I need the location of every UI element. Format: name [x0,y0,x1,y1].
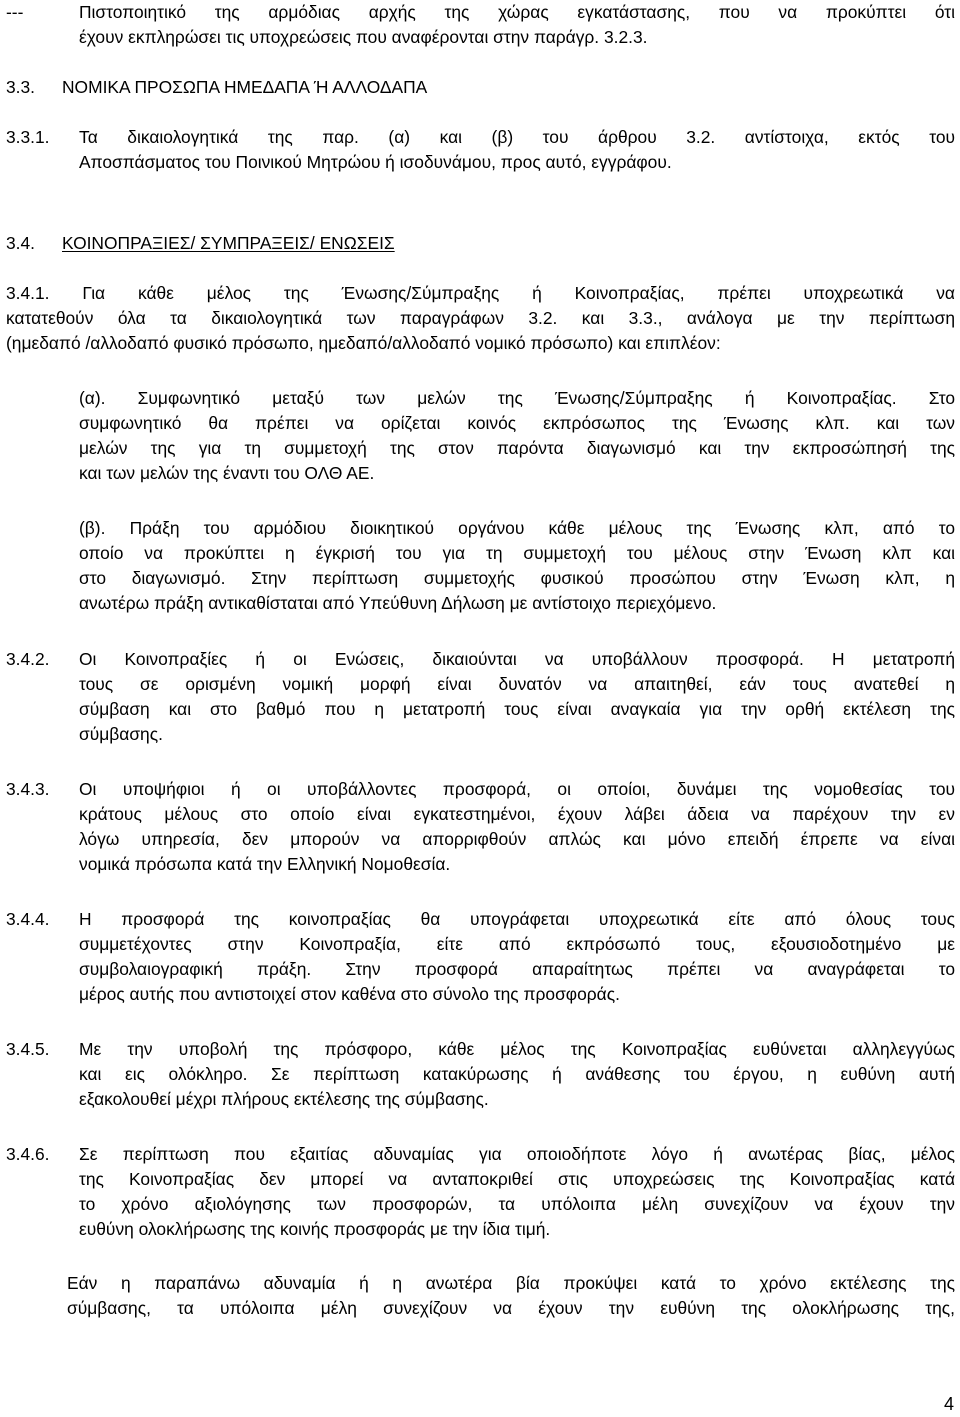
paragraph-line: Πιστοποιητικό της αρμόδιας αρχής της χώρας εγκατάστασης, που να προκύπτει ότι [79,2,955,22]
paragraph-line: κατατεθούν όλα τα δικαιολογητικά των παραγράφων 3.2. και 3.3., ανάλογα με την περίπτωση [6,308,955,328]
paragraph-line: στο διαγωνισμό. Στην περίπτωση συμμετοχής φυσικού προσώπου στην Ένωση κλπ, η [79,568,955,588]
paragraph-line: ανωτέρω πράξη αντικαθίσταται από Υπεύθυνη Δήλωση με αντίστοιχο περιεχόμενο. [79,593,717,613]
paragraph-line: συμφωνητικό θα πρέπει να ορίζεται κοινός εκπρόσωπος της Ένωσης κλπ. και των [79,413,955,433]
paragraph-line: Με την υποβολή της πρόσφορο, κάθε μέλος της Κοινοπραξίας ευθύνεται αλληλεγγύως [79,1039,955,1059]
page-number: 4 [943,1394,954,1414]
paragraph-line: Αποσπάσματος του Ποινικού Μητρώου ή ισοδυνάμου, προς αυτό, εγγράφου. [79,152,672,172]
paragraph-line: και εις ολόκληρο. Σε περίπτωση κατακύρωσης ή ανάθεσης του έργου, η ευθύνη αυτή [79,1064,955,1084]
paragraph-line: κράτους μέλους στο οποίο είναι εγκατεστημένοι, έχουν λάβει άδεια να παρέχουν την εν [79,804,955,824]
paragraph-line: το χρόνο αξιολόγησης των προσφορών, τα υπόλοιπα μέλη συνεχίζουν να έχουν την [79,1194,955,1214]
paragraph-line: σύμβασης, τα υπόλοιπα μέλη συνεχίζουν να έχουν την ευθύνη της ολοκλήρωσης της, [67,1298,955,1318]
paragraph-line: συμβολαιογραφική πράξη. Στην προσφορά απαραίτητως πρέπει να αναγράφεται το [79,959,955,979]
paragraph-line: (β). Πράξη του αρμόδιου διοικητικού οργάνου κάθε μέλους της Ένωσης κλπ, από το [79,518,955,538]
section-number: 3.4.2. [6,649,50,669]
section-number: 3.3. [6,77,36,97]
section-number: 3.4.5. [6,1039,50,1059]
paragraph-line: μέρος αυτής που αντιστοιχεί στον καθένα στο σύνολο της προσφοράς. [79,984,620,1004]
list-dash: --- [6,2,24,22]
paragraph-line: νομικά πρόσωπα κατά την Ελληνική Νομοθεσία. [79,854,451,874]
paragraph-line: ευθύνη ολοκλήρωσης της κοινής προσφοράς με την ίδια τιμή. [79,1219,551,1239]
section-heading: ΝΟΜΙΚΑ ΠΡΟΣΩΠΑ ΗΜΕΔΑΠΑ Ή ΑΛΛΟΔΑΠΑ [62,77,428,97]
paragraph-line: σύμβασης. [79,724,163,744]
paragraph-line: της Κοινοπραξίας δεν μπορεί να ανταποκριθεί στις υποχρεώσεις της Κοινοπραξίας κατά [79,1169,955,1189]
section-number: 3.4.3. [6,779,50,799]
section-number: 3.3.1. [6,127,50,147]
paragraph-line: Εάν η παραπάνω αδυναμία ή η ανωτέρα βία προκύψει κατά το χρόνο εκτέλεσης της [67,1273,955,1293]
paragraph-line: μελών της για τη συμμετοχή της στον παρόντα διαγωνισμό και την εκπροσώπησή της [79,438,955,458]
paragraph-line: Τα δικαιολογητικά της παρ. (α) και (β) του άρθρου 3.2. αντίστοιχα, εκτός του [79,127,955,147]
paragraph-line: συμμετέχοντες στην Κοινοπραξία, είτε από εκπρόσωπό τους, εξουσιοδοτημένο με [79,934,955,954]
paragraph-line: Οι Κοινοπραξίες ή οι Ενώσεις, δικαιούνται να υποβάλλουν προσφορά. Η μετατροπή [79,649,955,669]
paragraph-line: έχουν εκπληρώσει τις υποχρεώσεις που αναφέρονται στην παράγρ. 3.2.3. [79,27,648,47]
paragraph-line: οποίο να προκύπτει η έγκρισή του για τη συμμετοχή του μέλους στην Ένωση κλπ και [79,543,955,563]
section-number: 3.4.6. [6,1144,50,1164]
paragraph-line: και των μελών της έναντι του ΟΛΘ ΑΕ. [79,463,375,483]
paragraph-line: Σε περίπτωση που εξαιτίας αδυναμίας για οποιοδήποτε λόγο ή ανωτέρας βίας, μέλος [79,1144,955,1164]
paragraph-line: λόγω υπηρεσία, δεν μπορούν να απορριφθούν απλώς και μόνο επειδή έπρεπε να είναι [79,829,955,849]
paragraph-line: εξακολουθεί μέχρι πλήρους εκτέλεσης της σύμβασης. [79,1089,489,1109]
paragraph-line: Η προσφορά της κοινοπραξίας θα υπογράφεται υποχρεωτικά είτε από όλους τους [79,909,955,929]
paragraph-line: (ημεδαπό /αλλοδαπό φυσικό πρόσωπο, ημεδαπό/αλλοδαπό νομικό πρόσωπο) και επιπλέον: [6,333,721,353]
paragraph-line: τους σε ορισμένη νομική μορφή είναι δυνατόν να απαιτηθεί, εάν τους ανατεθεί η [79,674,955,694]
section-number: 3.4. [6,233,36,253]
paragraph-line: Οι υποψήφιοι ή οι υποβάλλοντες προσφορά, οι οποίοι, δυνάμει της νομοθεσίας του [79,779,955,799]
paragraph-line: σύμβαση και στο βαθμό που η μετατροπή τους είναι αναγκαία για την ορθή εκτέλεση της [79,699,955,719]
section-heading: ΚΟΙΝΟΠΡΑΞΙΕΣ/ ΣΥΜΠΡΑΞΕΙΣ/ ΕΝΩΣΕΙΣ [62,233,395,253]
paragraph-line: (α). Συμφωνητικό μεταξύ των μελών της Ένωσης/Σύμπραξης ή Κοινοπραξίας. Στο [79,388,955,408]
paragraph-line: 3.4.1. Για κάθε μέλος της Ένωσης/Σύμπραξης ή Κοινοπραξίας, πρέπει υποχρεωτικά να [6,283,955,303]
section-number: 3.4.4. [6,909,50,929]
